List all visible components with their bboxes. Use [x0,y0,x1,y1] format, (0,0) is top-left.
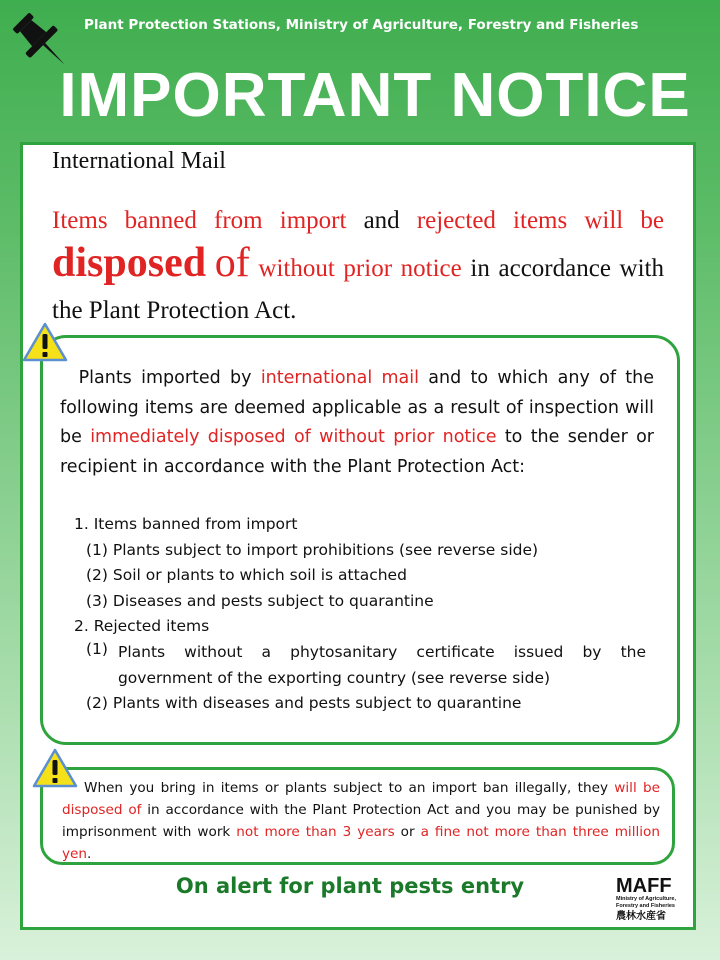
emphasis-text: not more than 3 years [236,824,395,840]
list-item: (2) Soil or plants to which soil is attached [86,566,407,585]
text-run: Plants imported by [60,368,261,388]
emphasis-text: disposed [52,240,207,286]
maff-name-line1: Ministry of Agriculture, [616,896,676,902]
emphasis-text: international mail [260,368,419,388]
text-run: or [394,824,421,840]
list-item [74,640,646,691]
lead-statement [52,200,664,332]
text-run: in accordance with the Plant Protection Act and you may be punished by imprisonment with work [62,802,660,840]
emphasis-text: will be disposed of [62,780,661,818]
list-item: 2. Rejected items [74,617,210,636]
maff-logo-text: MAFF [616,875,672,897]
maff-japanese-name: 農林水産省 [616,911,666,922]
item-list [74,512,646,717]
text-run: When you bring in items or plants subject to an import ban illegally, they [84,780,615,796]
emphasis-text: of [214,240,250,286]
list-item-number: (1) [86,639,108,658]
text-run: and [346,207,417,234]
emphasis-text: Items banned from import [52,207,347,234]
list-item: (2) Plants with diseases and pests subject to quarantine [86,694,522,713]
maff-name-line2: Forestry and Fisheries [616,903,675,909]
text-run: in accordance with the Plant Protection Act. [52,255,665,324]
inspection-paragraph [60,364,654,482]
organization-name: Plant Protection Stations, Ministry of Agriculture, Forestry and Fisheries [84,17,639,33]
emphasis-text: immediately disposed of without prior notice [90,427,497,447]
list-item: (1) Plants subject to import prohibitions (see reverse side) [86,540,539,559]
text-run: . [87,846,92,862]
text-run [206,255,215,282]
page-title: IMPORTANT NOTICE [59,61,691,130]
notice-heading: International Mail [52,148,226,174]
emphasis-text: without prior notice [249,255,462,282]
maff-logo [616,876,691,924]
warning-icon [22,322,68,362]
emphasis-text: a fine not more than three million yen [62,824,660,862]
emphasis-text: rejected items will be [416,207,664,234]
text-run: to the sender or recipient in accordance with the Plant Protection Act: [60,427,654,477]
list-item-text: Plants without a phytosanitary certificate issued by the government of the exporting country (see reverse side) [117,642,646,687]
list-item: 1. Items banned from import [74,515,298,533]
penalty-paragraph [62,777,660,865]
text-run: and to which any of the following items are deemed applicable as a result of inspection will be [60,368,654,447]
list-item: (3) Diseases and pests subject to quarantine [86,591,434,610]
slogan: On alert for plant pests entry [175,874,525,898]
